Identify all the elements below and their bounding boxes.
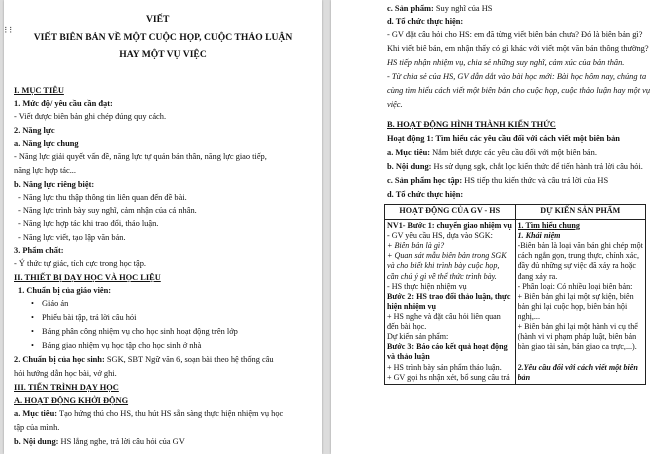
subheading-qualities: 3. Phẩm chất: xyxy=(14,246,64,255)
table-header-expected-products: DỰ KIẾN SẢN PHẨM xyxy=(515,205,646,220)
general-competence-line-1: - Năng lực giải quyết vấn đề, năng lực tự quản bản thân, năng lực giao tiếp, xyxy=(14,152,267,161)
product-label: c. Sản phẩm: xyxy=(387,4,434,13)
title-prefix: VIẾT xyxy=(146,14,170,25)
table-header-activities: HOẠT ĐỘNG CỦA GV - HS xyxy=(385,205,516,220)
subheading-specific-competence: b. Năng lực riêng biệt: xyxy=(14,180,95,189)
cell-line: - HS thực hiện nhiệm vụ xyxy=(387,281,467,291)
cell-line: -Biên bản là loại văn bản ghi chép một xyxy=(517,241,643,251)
student-prep-label: 2. Chuẩn bị của học sinh: xyxy=(14,355,105,364)
warmup-objective-text: Tạo hứng thú cho HS, thu hút HS sẵn sàng thực hiện nhiệm vụ học xyxy=(57,409,284,418)
cell-line: và cho biết khi trình bày cuộc họp, xyxy=(387,261,500,271)
list-item: - Năng lực trình bày suy nghĩ, cảm nhận của cá nhân. xyxy=(18,206,197,215)
student-prep-line-1 xyxy=(14,355,274,366)
activity-objective-label: a. Mục tiêu: xyxy=(387,148,431,157)
requirements-text: - Viết được biên bản ghi chép đúng quy cách. xyxy=(14,112,167,121)
cell-line: bản ghi lại cuộc họp, biên bản hội xyxy=(517,301,628,311)
list-item: • Bảng giao nhiệm vụ học tập cho học sinh ở nhà xyxy=(42,341,201,352)
cell-line: Bước 3: Báo cáo kết quả hoạt động xyxy=(387,342,508,352)
activity-objective-text: Nắm biết được các yêu cầu đối với một biên bản. xyxy=(430,148,597,157)
warmup-objective-line-1 xyxy=(14,409,283,420)
section-heading-knowledge: B. HOẠT ĐỘNG HÌNH THÀNH KIẾN THỨC xyxy=(387,120,556,129)
activity-content-label: b. Nội dung: xyxy=(387,162,432,171)
list-item: • Giáo án xyxy=(42,299,68,310)
cell-line: đầy đủ những sự việc đã xảy ra hoặc xyxy=(517,261,636,271)
table-header-row xyxy=(385,205,646,220)
document-page-2 xyxy=(331,0,650,454)
warmup-content-label: b. Nội dung: xyxy=(14,437,59,446)
cell-line xyxy=(518,352,644,362)
section-heading-warmup: A. HOẠT ĐỘNG KHỞI ĐỘNG xyxy=(14,396,129,405)
list-item: • Phiếu bài tập, trả lời câu hỏi xyxy=(42,313,136,324)
cell-line: nghị,... xyxy=(517,311,540,321)
warmup-content-text: HS lắng nghe, trả lời câu hỏi của GV xyxy=(58,437,185,446)
warmup-content-line xyxy=(14,437,185,448)
cell-line: 1. Tìm hiểu chung xyxy=(517,221,580,230)
section-heading-equipment: II. THIẾT BỊ DẠY HỌC VÀ HỌC LIỆU xyxy=(14,273,161,282)
organization-line: HS tiếp nhận nhiệm vụ, chia sẻ những suy nghĩ, cảm xúc của bản thân. xyxy=(387,58,625,67)
cell-line: bàn giao tài sản, bản giao ca trực,...). xyxy=(517,342,637,352)
organization-line: cùng tìm hiểu cách viết một biên bản cho cuộc họp, cuộc thảo luận hay một vụ xyxy=(387,86,650,95)
margin-marker: ⠇⠇ xyxy=(4,26,14,35)
cell-line: bản xyxy=(517,372,531,382)
page-title-line-1: VIẾT BIÊN BẢN VỀ MỘT CUỘC HỌP, CUỘC THẢO LUẬN xyxy=(33,32,293,43)
qualities-text: - Ý thức tự giác, tích cực trong học tập. xyxy=(14,259,146,268)
cell-line: và thảo luận xyxy=(387,352,430,362)
cell-line: đang xảy ra. xyxy=(517,271,558,281)
document-page-1 xyxy=(4,0,322,454)
activity-product-label: c. Sản phẩm học tập: xyxy=(387,176,463,185)
cell-line: 2.Yêu cầu đối với cách viết một biên xyxy=(517,362,638,372)
subheading-requirements: 1. Mức độ/ yêu cầu cần đạt: xyxy=(14,99,113,108)
student-prep-text: SGK, SBT Ngữ văn 6, soạn bài theo hệ thống câu xyxy=(104,355,274,364)
list-item: - Năng lực thu thập thông tin liên quan đến đề bài. xyxy=(18,193,187,202)
cell-line: đến bài học. xyxy=(387,322,427,332)
organization-line: - GV đặt câu hỏi cho HS: em đã từng viết biên bản chưa? Đó là biên bản gì? xyxy=(387,30,643,39)
cell-line: hiện nhiệm vụ xyxy=(387,301,437,311)
cell-line: - Phân loại: Có nhiều loại biên bản: xyxy=(517,281,633,291)
activity-1-heading: Hoạt động 1: Tìm hiểu các yêu cầu đối với cách viết một biên bản xyxy=(387,134,620,143)
list-item: - Năng lực viết, tạo lập văn bản. xyxy=(18,233,126,242)
activity-objective xyxy=(387,148,597,159)
expected-products-cell xyxy=(515,220,646,385)
list-item: • Bảng phân công nhiệm vụ cho học sinh hoạt động trên lớp xyxy=(42,327,238,338)
product-text: Suy nghĩ của HS xyxy=(433,4,493,13)
cell-line: 1. Khái niệm xyxy=(517,231,561,241)
organization-line: việc. xyxy=(387,100,403,109)
activity-product xyxy=(387,176,608,187)
section-heading-process: III. TIẾN TRÌNH DẠY HỌC xyxy=(14,383,119,392)
cell-line: + HS trình bày sản phẩm thảo luận. xyxy=(387,362,502,372)
lesson-plan-table xyxy=(384,204,646,385)
general-competence-line-2: năng lực hợp tác... xyxy=(14,166,76,175)
activities-cell xyxy=(385,220,516,385)
activity-content-text: Hs sử dụng sgk, chắt lọc kiến thức để tiến hành trả lời câu hỏi. xyxy=(431,162,643,171)
subheading-general-competence: a. Năng lực chung xyxy=(14,139,79,148)
table-row xyxy=(385,220,646,385)
organization-line: - Từ chia sẻ của HS, GV dẫn dắt vào bài học mới: Bài học hôm nay, chúng ta xyxy=(387,72,647,81)
organization-heading: d. Tổ chức thực hiện: xyxy=(387,17,464,26)
cell-line: - GV yêu cầu HS, dựa vào SGK: xyxy=(387,231,493,241)
organization-line: Khi viết biê bản, em nhận thấy có gì khác với viết một văn bản thông thường? xyxy=(387,44,649,53)
page-title-line-2: HAY MỘT VỤ VIỆC xyxy=(119,49,207,60)
cell-line: + HS nghe và đặt câu hỏi liên quan xyxy=(387,311,501,321)
cell-line: + Quan sát mẫu biên bản trong SGK xyxy=(387,251,507,261)
student-prep-line-2: hỏi hướng dẫn học bài, vở ghi. xyxy=(14,369,117,378)
subheading-competence: 2. Năng lực xyxy=(14,126,55,135)
cell-line: + GV gọi hs nhận xét, bổ sung câu trả xyxy=(387,372,510,382)
cell-line: cần chú ý gì về thể thức trình bày. xyxy=(387,271,497,281)
cell-line: Dự kiến sản phẩm: xyxy=(387,332,449,342)
cell-line: + Biên bản là gì? xyxy=(387,241,445,251)
product-line xyxy=(387,4,492,15)
warmup-objective-line-2: tập của mình. xyxy=(14,423,60,432)
section-heading-objectives: I. MỤC TIÊU xyxy=(14,86,64,95)
cell-line: Bước 2: HS trao đổi thảo luận, thực xyxy=(387,291,511,301)
cell-line: + Biên bản ghi lại một hành vi cụ thể xyxy=(517,322,638,332)
subheading-teacher-prep: 1. Chuẩn bị của giáo viên: xyxy=(18,286,112,295)
cell-line: cách ngắn gọn, trung thực, chính xác, xyxy=(517,251,639,261)
list-item: - Năng lực hợp tác khi trao đổi, thảo luận. xyxy=(18,219,159,228)
warmup-objective-label: a. Mục tiêu: xyxy=(14,409,58,418)
activity-organization-heading: d. Tổ chức thực hiện: xyxy=(387,190,464,199)
cell-line: (hành vi vi phạm pháp luật, biên bản xyxy=(517,332,637,342)
cell-line: + Biên bản ghi lại một sự kiện, biên xyxy=(517,291,634,301)
cell-line: NV1- Bước 1: chuyển giao nhiệm vụ xyxy=(387,221,512,230)
activity-product-text: HS tiếp thu kiến thức và câu trả lời của HS xyxy=(462,176,609,185)
activity-content xyxy=(387,162,643,173)
